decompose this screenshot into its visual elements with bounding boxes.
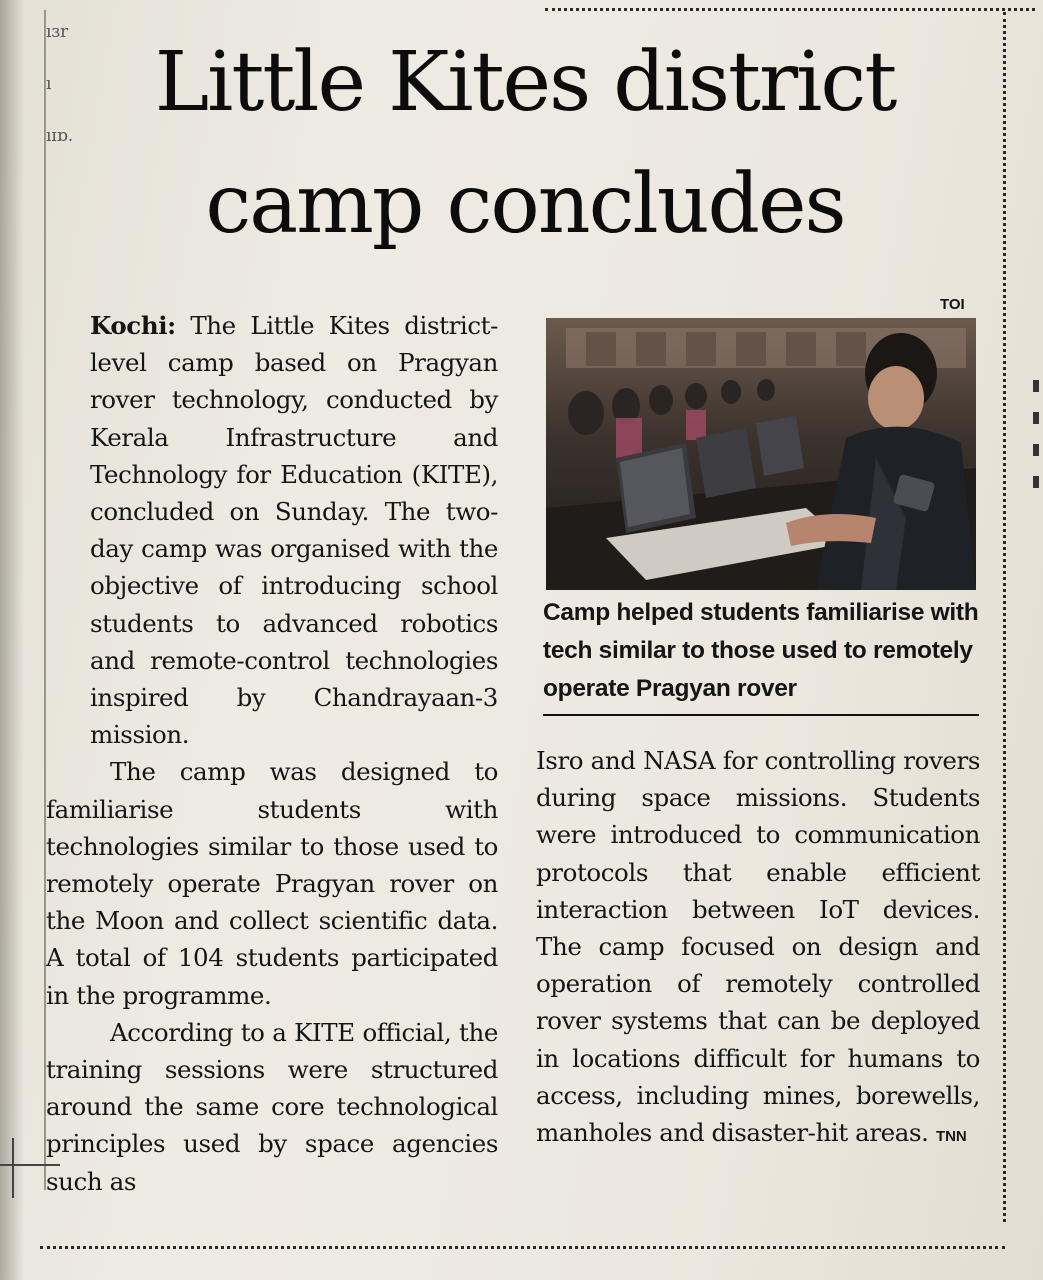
margin-mark: ı <box>46 74 52 94</box>
dotted-border-bottom <box>40 1246 1005 1249</box>
article-paragraph-2: The camp was designed to familiarise students with technologies similar to those used to remotely operate Pragyan rover on the Moon and collect scientific data. A total of 104 students participated in the programme. <box>46 757 498 1010</box>
headline-line-2: camp concludes <box>205 157 845 252</box>
article-paragraph-1 <box>46 307 498 753</box>
photo-caption: Camp helped students familiarise with tech similar to those used to remotely operate Pragyan rover <box>543 599 979 702</box>
adjacent-column-edge <box>1033 380 1043 520</box>
article-column-right <box>536 742 980 1155</box>
registration-mark-vertical <box>12 1138 14 1198</box>
margin-mark: ıɜr <box>46 22 69 42</box>
dotted-border-top <box>545 8 1035 11</box>
classroom-photo-icon <box>546 318 976 590</box>
article-column-left <box>46 307 498 1200</box>
page-fold-shadow <box>0 0 24 1280</box>
headline-line-1: Little Kites district <box>154 35 896 130</box>
article-paragraph-3-end <box>536 742 980 1155</box>
registration-mark-horizontal <box>0 1164 60 1166</box>
dateline: Kochi: <box>90 311 176 340</box>
caption-rule <box>543 714 979 716</box>
agency-credit: TNN <box>935 1128 967 1146</box>
headline <box>60 22 990 266</box>
classroom-photo <box>546 318 976 590</box>
article-paragraph-3-start: According to a KITE official, the training sessions were structured around the same core technological principles used by space agencies such as <box>46 1017 498 1196</box>
paragraph-3-continued: Isro and NASA for controlling rovers during space missions. Students were introduced to communication protocols that enable efficient interaction between IoT devices. The camp focused on design and operation of remotely controlled rover systems that can be deployed in locations difficult for humans to access, including mines, borewells, manholes and disaster-hit areas. <box>536 746 980 1148</box>
paragraph-1-body: The Little Kites district-level camp based on Pragyan rover technology, conducted by Kerala Infrastructure and Technology for Education (KITE), concluded on Sunday. The two-day camp was organised with the objective of introducing school students to advanced robotics and remote-control technologies inspired by Chandrayaan-3 mission. <box>90 311 498 750</box>
dotted-border-right <box>1003 12 1006 1222</box>
margin-mark: ıɪɒ. <box>46 126 74 146</box>
photo-credit: TOI <box>940 296 965 313</box>
